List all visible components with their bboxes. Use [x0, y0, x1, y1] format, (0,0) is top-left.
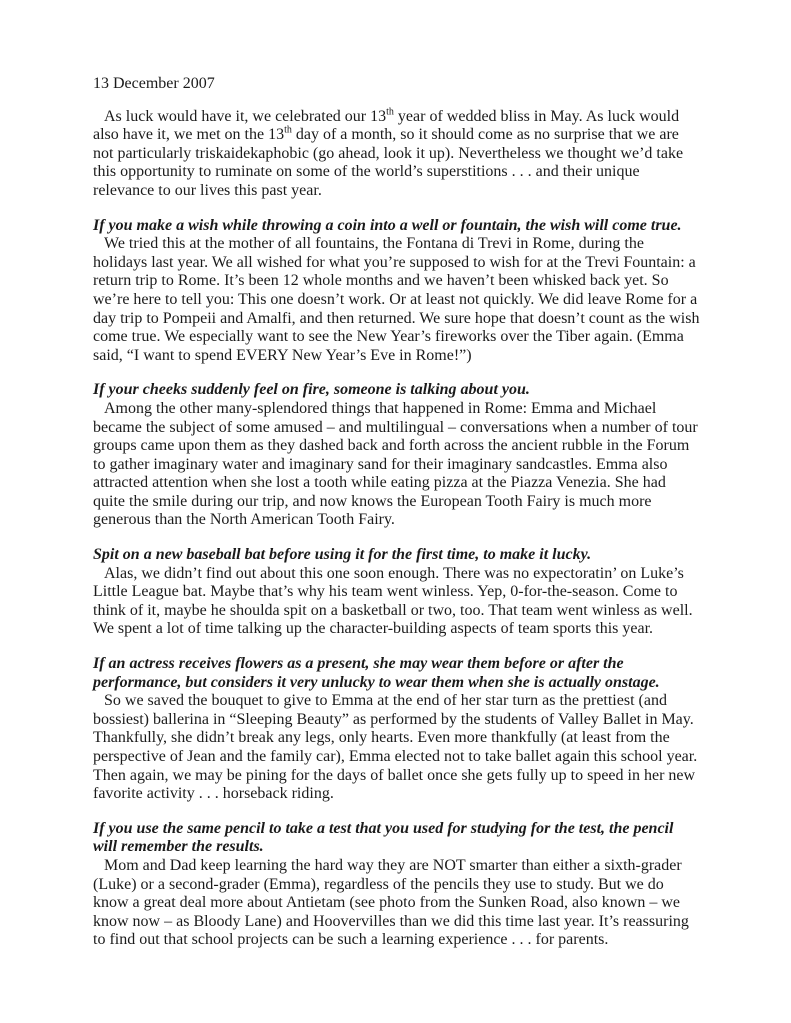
letter-date: 13 December 2007: [93, 75, 215, 92]
section-body: Mom and Dad keep learning the hard way they are NOT smarter than either a sixth-grader (Luke) or a second-grader (Emma), regardless of the pencils they use to study. But we do know a great deal more about Antietam (see photo from the Sunken Road, also known – we know now – as Bloody Lane) and Hoovervilles than we did this time last year. It’s reassuring to find out that school projects can be such a learning experience . . . for parents.: [93, 856, 689, 949]
section-body: We tried this at the mother of all fountains, the Fontana di Trevi in Rome, during the holidays last year. We all wished for what you’re supposed to wish for at the Trevi Fountain: a return trip to Rome. It’s been 12 whole months and we haven’t been whisked back yet. So we’re here to tell you: This one doesn’t work. Or at least not quickly. We did leave Rome for a day trip to Pompeii and Amalfi, and then returned. We sure hope that doesn’t count as the wish come true. We especially want to see the New Year’s fireworks over the Tiber again. (Emma said, “I want to spend EVERY New Year’s Eve in Rome!”): [93, 235, 700, 364]
superstition-heading: If an actress receives flowers as a present, she may wear them before or after the performance, but considers it very unlucky to wear them when she is actually onstage.: [93, 655, 660, 691]
section-body: Among the other many-splendored things that happened in Rome: Emma and Michael became the subject of some amused – and multilingual – conversations when a number of tour groups came upon them as they dashed back and forth across the ancient rubble in the Forum to gather imaginary water and imaginary sand for their imaginary sandcastles. Emma also attracted attention when she lost a tooth while eating pizza at the Piazza Venezia. She had quite the smile during our trip, and now knows the European Tooth Fairy is much more generous than the North American Tooth Fairy.: [93, 399, 698, 529]
superstition-heading: Spit on a new baseball bat before using it for the first time, to make it lucky.: [93, 546, 592, 564]
superstition-section: [93, 655, 700, 804]
letter-content: [93, 75, 700, 950]
section-body: Alas, we didn’t find out about this one soon enough. There was no expectoratin’ on Luke’s Little League bat. Maybe that’s why his team went winless. Yep, 0-for-the-season. Come to think of it, maybe he shoulda spit on a basketball or two, too. That team went winless as well. We spent a lot of time talking up the character-building aspects of team sports this year.: [93, 564, 693, 638]
superstition-heading: If your cheeks suddenly feel on fire, someone is talking about you.: [93, 381, 530, 399]
superstition-heading: If you make a wish while throwing a coin into a well or fountain, the wish will come true.: [93, 216, 682, 234]
section-body: So we saved the bouquet to give to Emma at the end of her star turn as the prettiest (and bossiest) ballerina in “Sleeping Beauty” as performed by the students of Valley Ballet in May. Thankfully, she didn’t break any legs, only hearts. Even more thankfully (at least from the perspective of Jean and the family car), Emma elected not to take ballet again this school year. Then again, we may be pining for the days of ballet once she gets fully up to speed in her new favorite activity . . . horseback riding.: [93, 692, 698, 803]
superstition-heading: If you use the same pencil to take a test that you used for studying for the test, the pencil will remember the results.: [93, 819, 674, 856]
superstition-section: [93, 546, 700, 639]
intro-paragraph: As luck would have it, we celebrated our 13th year of wedded bliss in May. As luck would also have it, we met on the 13th day of a month, so it should come as no surprise that we are not particularly triskaidekaphobic (go ahead, look it up). Nevertheless we thought we’d take this opportunity to ruminate on some of the world’s superstitions . . . and their unique relevance to our lives this past year.: [93, 106, 684, 199]
superstition-section: [93, 217, 700, 366]
superstition-section: [93, 381, 700, 530]
superstition-section: [93, 820, 700, 950]
